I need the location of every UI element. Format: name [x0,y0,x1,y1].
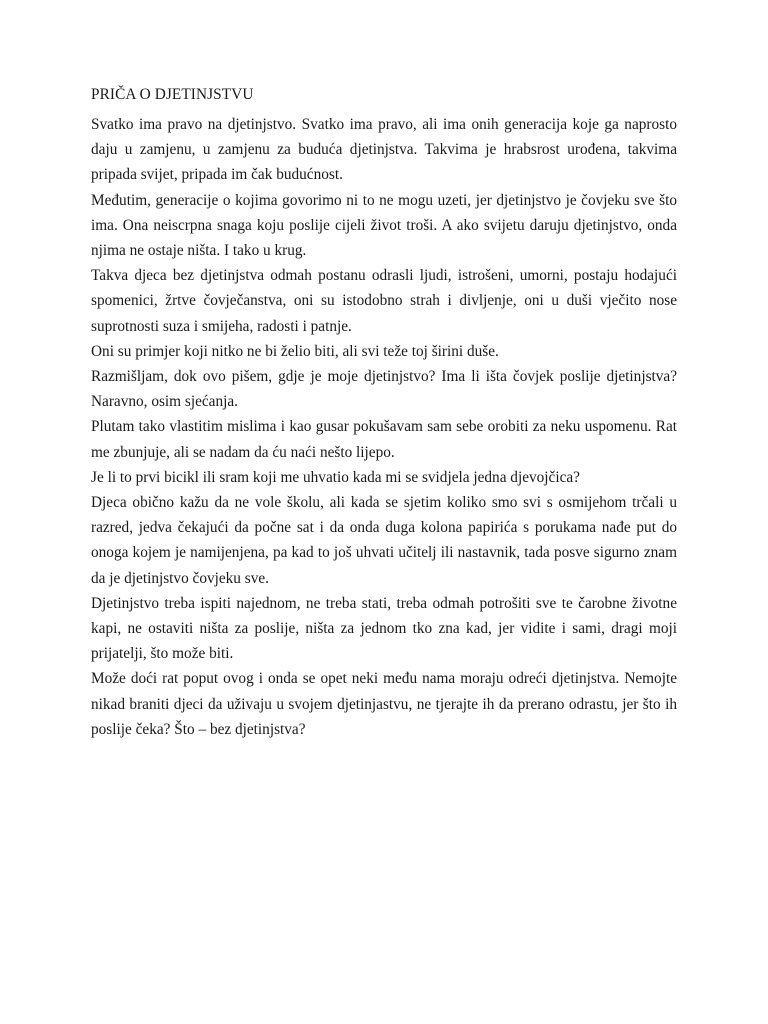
paragraph: Svatko ima pravo na djetinjstvo. Svatko ima pravo, ali ima onih generacija koje ga naprosto daju u zamjenu, u zamjenu za buduća djetinjstva. Takvima je hrabsrost urođena, takvima pripada svijet, pripada im čak budućnost. [91,116,677,184]
paragraph: Plutam tako vlastitim mislima i kao gusar pokušavam sam sebe orobiti za neku uspomenu. Rat me zbunjuje, ali se nadam da ću naći nešto lijepo. [91,418,677,461]
paragraph: Međutim, generacije o kojima govorimo ni to ne mogu uzeti, jer djetinjstvo je čovjeku sve što ima. Ona neiscrpna snaga koju poslije cijeli život troši. A ako svijetu daruju djetinjstvo, onda njima ne ostaje ništa. I tako u krug. [91,191,677,260]
paragraph: Oni su primjer koji nitko ne bi želio biti, ali svi teže toj širini duše. [91,342,499,360]
paragraph: Djetinjstvo treba ispiti najednom, ne treba stati, treba odmah potrošiti sve te čarobne životne kapi, ne ostaviti ništa za poslije, ništa za jednom tko zna kad, jer vidite i sami, dragi moji prijatelji, što može biti. [91,594,677,663]
paragraph: Razmišljam, dok ovo pišem, gdje je moje djetinjstvo? Ima li išta čovjek poslije djetinjstva? Naravno, osim sjećanja. [91,368,677,411]
paragraph: Je li to prvi bicikl ili sram koji me uhvatio kada mi se svidjela jedna djevojčica? [91,468,580,486]
document-body [91,84,677,742]
paragraph: Može doći rat poput ovog i onda se opet neki među nama moraju odreći djetinjstva. Nemojte nikad braniti djeci da uživaju u svojem djetinjastvu, ne tjerajte ih da prerano odrastu, jer što ih poslije čeka? Što – bez djetinjstva? [91,670,677,738]
paragraph: Takva djeca bez djetinjstva odmah postanu odrasli ljudi, istrošeni, umorni, postaju hodajući spomenici, žrtve čovječanstva, oni su istodobno strah i divljenje, oni u duši vječito nose suprotnosti suza i smijeha, radosti i patnje. [91,267,677,335]
paragraph: Djeca obično kažu da ne vole školu, ali kada se sjetim koliko smo svi s osmijehom trčali u razred, jedva čekajući da počne sat i da onda duga kolona papirića s porukama nađe put do onoga kojem je namijenjena, pa kad to još uhvati učitelj ili nastavnik, tada posve sigurno znam da je djetinjstvo čovjeku sve. [91,494,677,587]
document-title: PRIČA O DJETINJSTVU [91,86,254,103]
